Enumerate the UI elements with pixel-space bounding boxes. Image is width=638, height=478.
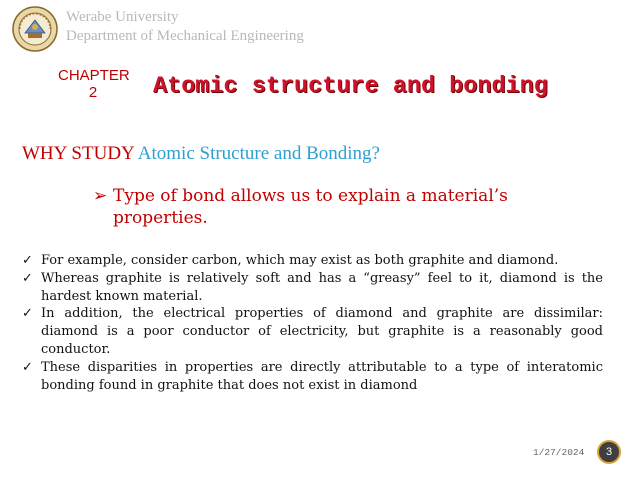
slide-title: Atomic structure and bonding <box>153 73 548 100</box>
arrow-bullet-icon: ➢ <box>93 186 108 206</box>
list-item <box>19 359 603 395</box>
chapter-label <box>58 67 128 101</box>
department-name: Department of Mechanical Engineering <box>66 28 304 44</box>
why-study-heading <box>22 143 380 165</box>
list-item-text: These disparities in properties are directly attributable to a type of interatomic bonding found in graphite that does not exist in diamond <box>41 359 603 393</box>
check-mark-icon: ✓ <box>22 270 33 286</box>
why-study-prefix: WHY STUDY <box>22 143 135 164</box>
list-item-text: Whereas graphite is relatively soft and has a “greasy” feel to it, diamond is the hardest known material. <box>41 270 603 304</box>
slide-date: 1/27/2024 <box>533 447 585 458</box>
page-number-badge: 3 <box>597 440 621 464</box>
list-item <box>19 252 603 270</box>
chapter-number: 2 <box>88 84 98 101</box>
list-item <box>19 305 603 358</box>
list-item <box>19 270 603 306</box>
institution-name: Werabe University <box>66 9 179 25</box>
bond-point <box>93 185 513 229</box>
check-mark-icon: ✓ <box>22 253 33 268</box>
chapter-word: CHAPTER <box>58 67 130 84</box>
list-item-text: For example, consider carbon, which may exist as both graphite and diamond. <box>41 253 559 268</box>
list-item-text: In addition, the electrical properties of diamond and graphite are dissimilar: diamond is a poor conductor of electricity, but graphite is a reasonably good conductor. <box>41 306 603 357</box>
bullet-list <box>19 252 603 394</box>
check-mark-icon: ✓ <box>22 306 33 322</box>
university-logo <box>12 6 58 52</box>
why-study-subject: Atomic Structure and Bonding? <box>137 143 380 164</box>
bond-point-text: Type of bond allows us to explain a material’s properties. <box>113 186 508 228</box>
check-mark-icon: ✓ <box>22 359 33 375</box>
